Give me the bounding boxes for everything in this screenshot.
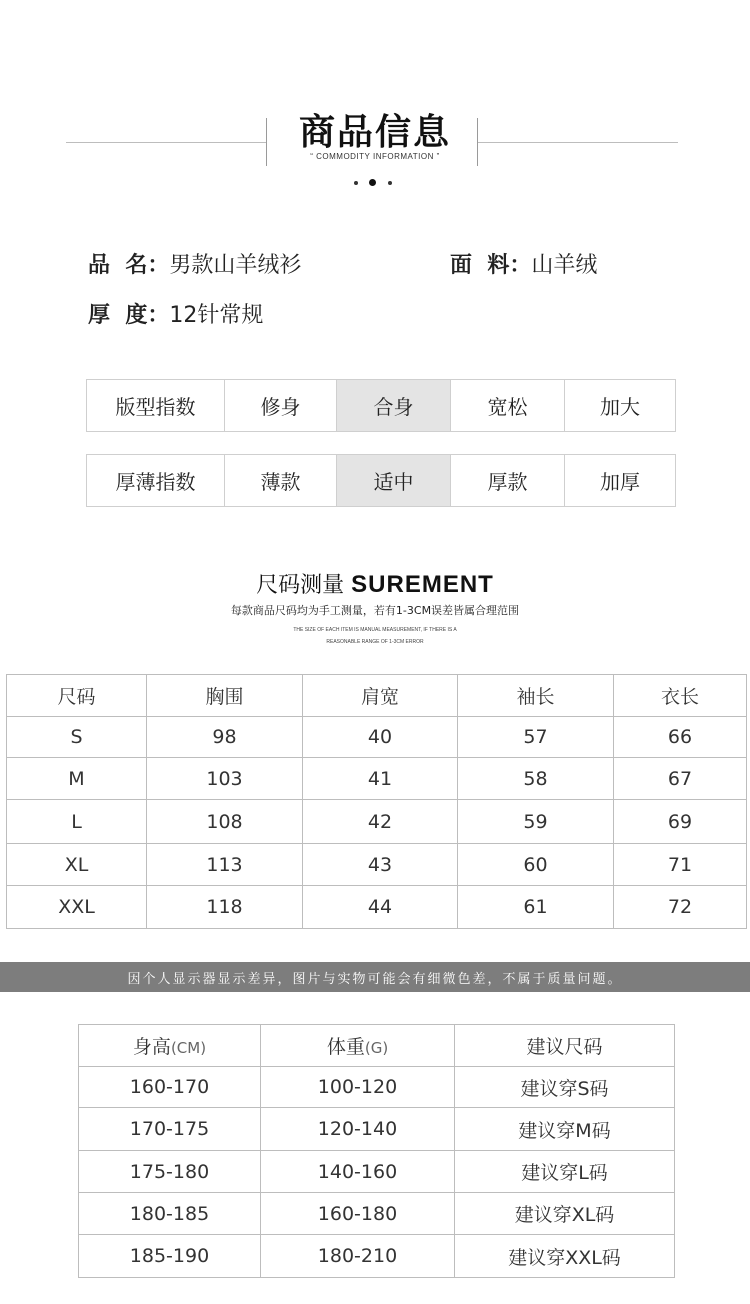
thickness-option: 厚款: [450, 455, 564, 506]
header-cell: [79, 1025, 261, 1067]
header-cell: 尺码: [7, 675, 147, 717]
info-thickness-label: 厚 度：: [88, 303, 170, 328]
table-cell: 69: [614, 800, 747, 844]
table-row: [7, 717, 747, 758]
weight-label: 体重: [326, 1036, 365, 1058]
info-thickness: [88, 298, 263, 329]
thickness-index-table: [86, 454, 676, 507]
table-cell: 建议穿S码: [455, 1067, 675, 1108]
table-cell: 71: [614, 844, 747, 886]
table-cell: L: [7, 800, 147, 844]
table-cell: 72: [614, 886, 747, 929]
recommend-header: [79, 1025, 675, 1067]
measurement-title: [0, 568, 750, 599]
measurement-title-en: SUREMENT: [351, 571, 494, 598]
table-cell: 100-120: [261, 1067, 455, 1108]
table-cell: 建议穿M码: [455, 1108, 675, 1151]
height-label: 身高: [132, 1036, 171, 1058]
table-cell: 42: [303, 800, 458, 844]
table-cell: XXL: [7, 886, 147, 929]
page-subtitle: “ COMMODITY INFORMATION ”: [310, 152, 440, 161]
header-cell: 胸围: [147, 675, 303, 717]
table-cell: 160-180: [261, 1193, 455, 1235]
fit-option: 修身: [224, 380, 336, 431]
measurement-note-en-2: REASONABLE RANGE OF 1-3CM ERROR: [326, 639, 424, 645]
measurement-note-en-1: THE SIZE OF EACH ITEM IS MANUAL MEASUREMENT, IF THERE IS A: [293, 627, 457, 633]
table-cell: 建议穿XXL码: [455, 1235, 675, 1278]
table-cell: 120-140: [261, 1108, 455, 1151]
table-cell: XL: [7, 844, 147, 886]
table-cell: 60: [458, 844, 614, 886]
page-title: 商品信息: [298, 112, 451, 153]
table-row: [79, 1193, 675, 1235]
table-cell: M: [7, 758, 147, 800]
header-cell: 衣长: [614, 675, 747, 717]
table-cell: 175-180: [79, 1151, 261, 1193]
table-cell: 180-185: [79, 1193, 261, 1235]
table-row: [79, 1067, 675, 1108]
table-row: [7, 844, 747, 886]
table-cell: 41: [303, 758, 458, 800]
thickness-option-selected: 适中: [336, 455, 450, 506]
header-cell: 袖长: [458, 675, 614, 717]
table-cell: 57: [458, 717, 614, 758]
pager-dot-active: [369, 179, 376, 186]
table-cell: S: [7, 717, 147, 758]
table-cell: 43: [303, 844, 458, 886]
table-row: [79, 1235, 675, 1278]
color-disclaimer-banner: 因个人显示器显示差异，图片与实物可能会有细微色差，不属于质量问题。: [0, 962, 750, 992]
table-cell: 118: [147, 886, 303, 929]
measurement-note-cn: 每款商品尺码均为手工测量，若有1-3CM误差皆属合理范围: [230, 604, 520, 617]
table-cell: 180-210: [261, 1235, 455, 1278]
table-row: [79, 1108, 675, 1151]
table-row: [79, 1151, 675, 1193]
table-cell: 44: [303, 886, 458, 929]
table-cell: 建议穿XL码: [455, 1193, 675, 1235]
pager-dot: [388, 181, 392, 185]
size-label: 建议尺码: [526, 1036, 603, 1058]
table-cell: 建议穿L码: [455, 1151, 675, 1193]
pager-dot: [354, 181, 358, 185]
table-row: [7, 886, 747, 929]
weight-unit: (G): [364, 1039, 389, 1057]
table-cell: 98: [147, 717, 303, 758]
info-material-value: 山羊绒: [531, 253, 598, 278]
fit-option: 加大: [564, 380, 675, 431]
table-cell: 160-170: [79, 1067, 261, 1108]
header-cell: 肩宽: [303, 675, 458, 717]
table-row: [7, 800, 747, 844]
thickness-option: 加厚: [564, 455, 675, 506]
size-recommendation-table: [78, 1024, 675, 1278]
fit-option: 宽松: [450, 380, 564, 431]
info-thickness-value: 12针常规: [169, 303, 264, 328]
table-cell: 67: [614, 758, 747, 800]
table-cell: 59: [458, 800, 614, 844]
thickness-index-label: 厚薄指数: [115, 470, 196, 494]
fit-index-table: [86, 379, 676, 432]
measurement-title-cn: 尺码测量: [256, 573, 352, 598]
height-unit: (CM): [170, 1039, 207, 1057]
info-name-label: 品 名：: [88, 253, 170, 278]
table-cell: 40: [303, 717, 458, 758]
header-cell: [261, 1025, 455, 1067]
table-cell: 108: [147, 800, 303, 844]
info-name: [88, 248, 301, 279]
info-name-value: 男款山羊绒衫: [169, 253, 302, 278]
table-cell: 113: [147, 844, 303, 886]
info-material: [450, 248, 597, 279]
table-row: [7, 758, 747, 800]
size-table-header: [7, 675, 747, 717]
info-material-label: 面 料：: [450, 253, 532, 278]
fit-option-selected: 合身: [336, 380, 450, 431]
table-cell: 185-190: [79, 1235, 261, 1278]
fit-index-label: 版型指数: [115, 395, 196, 419]
table-cell: 61: [458, 886, 614, 929]
table-cell: 66: [614, 717, 747, 758]
size-table: [6, 674, 747, 929]
thickness-option: 薄款: [224, 455, 336, 506]
table-cell: 103: [147, 758, 303, 800]
table-cell: 170-175: [79, 1108, 261, 1151]
table-cell: 58: [458, 758, 614, 800]
table-cell: 140-160: [261, 1151, 455, 1193]
header-cell: [455, 1025, 675, 1067]
